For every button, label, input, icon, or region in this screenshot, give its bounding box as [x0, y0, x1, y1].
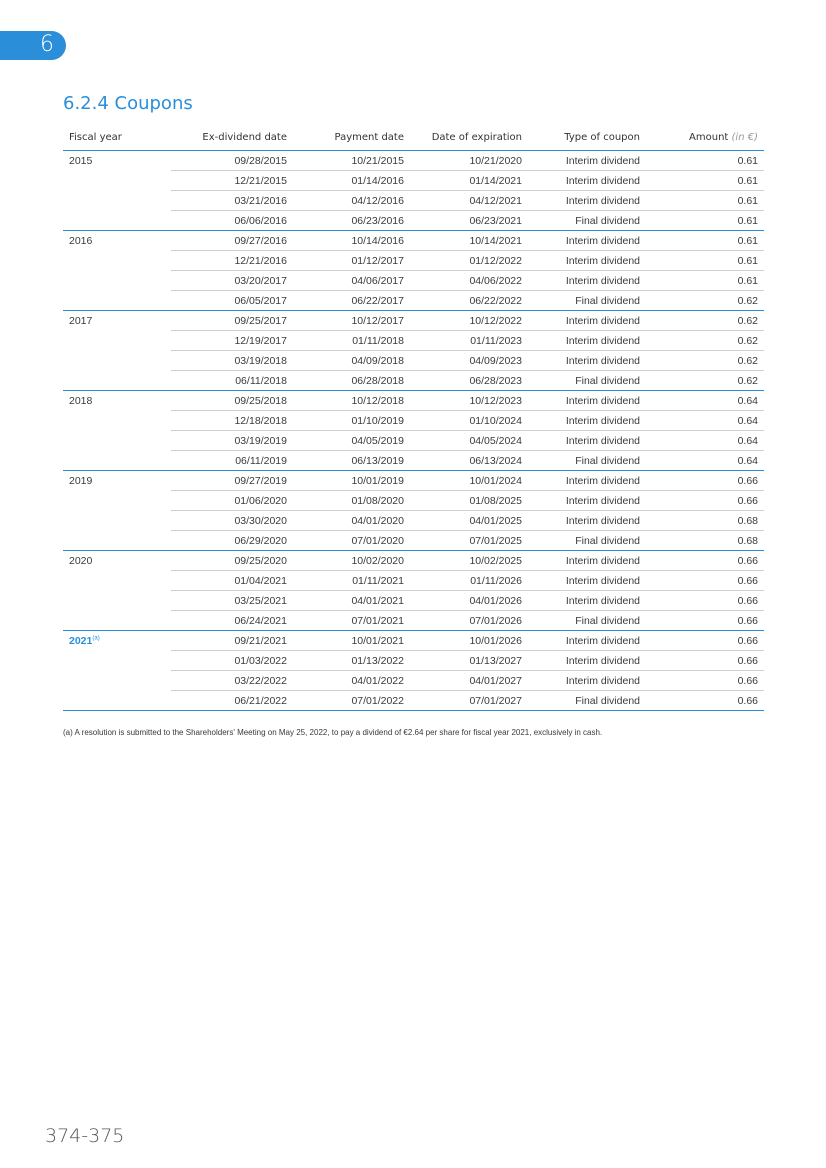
type-of-coupon-cell: Interim dividend	[528, 191, 646, 211]
chapter-tab	[0, 31, 66, 60]
date-of-expiration-cell: 01/08/2025	[410, 491, 528, 511]
date-of-expiration-cell: 01/10/2024	[410, 411, 528, 431]
amount-cell: 0.61	[646, 151, 764, 171]
type-of-coupon-cell: Final dividend	[528, 291, 646, 311]
date-of-expiration-cell: 04/06/2022	[410, 271, 528, 291]
ex-dividend-date-cell: 06/24/2021	[171, 611, 293, 631]
amount-cell: 0.62	[646, 371, 764, 391]
fiscal-year-cell	[63, 431, 171, 451]
footnote-marker: (a)	[92, 635, 100, 642]
fiscal-year: 2020	[69, 554, 93, 567]
ex-dividend-date-cell: 03/19/2019	[171, 431, 293, 451]
table-row	[63, 571, 764, 591]
payment-date-cell: 10/02/2020	[293, 551, 410, 571]
fiscal-year-cell	[63, 551, 171, 571]
table-row	[63, 391, 764, 411]
fiscal-year-cell	[63, 631, 171, 651]
amount-cell: 0.61	[646, 211, 764, 231]
amount-cell: 0.61	[646, 191, 764, 211]
type-of-coupon-cell: Interim dividend	[528, 471, 646, 491]
header-amount-unit: (in €)	[731, 132, 758, 143]
type-of-coupon-cell: Interim dividend	[528, 671, 646, 691]
payment-date-cell: 01/11/2018	[293, 331, 410, 351]
date-of-expiration-cell: 06/13/2024	[410, 451, 528, 471]
date-of-expiration-cell: 10/12/2023	[410, 391, 528, 411]
amount-cell: 0.62	[646, 291, 764, 311]
fiscal-year: 2021	[69, 634, 93, 647]
payment-date-cell: 01/14/2016	[293, 171, 410, 191]
date-of-expiration-cell: 06/22/2022	[410, 291, 528, 311]
ex-dividend-date-cell: 12/21/2015	[171, 171, 293, 191]
fiscal-year-cell	[63, 571, 171, 591]
ex-dividend-date-cell: 01/04/2021	[171, 571, 293, 591]
ex-dividend-date-cell: 09/28/2015	[171, 151, 293, 171]
ex-dividend-date-cell: 06/05/2017	[171, 291, 293, 311]
payment-date-cell: 01/08/2020	[293, 491, 410, 511]
type-of-coupon-cell: Interim dividend	[528, 351, 646, 371]
fiscal-year-cell	[63, 271, 171, 291]
table-row	[63, 611, 764, 631]
type-of-coupon-cell: Interim dividend	[528, 311, 646, 331]
date-of-expiration-cell: 01/12/2022	[410, 251, 528, 271]
ex-dividend-date-cell: 09/27/2019	[171, 471, 293, 491]
date-of-expiration-cell: 01/13/2027	[410, 651, 528, 671]
fiscal-year-cell	[63, 591, 171, 611]
amount-cell: 0.64	[646, 411, 764, 431]
fiscal-year-cell	[63, 491, 171, 511]
amount-cell: 0.66	[646, 651, 764, 671]
amount-cell: 0.66	[646, 471, 764, 491]
payment-date-cell: 10/12/2018	[293, 391, 410, 411]
table-row	[63, 151, 764, 171]
ex-dividend-date-cell: 01/03/2022	[171, 651, 293, 671]
table-row	[63, 331, 764, 351]
ex-dividend-date-cell: 03/30/2020	[171, 511, 293, 531]
amount-cell: 0.66	[646, 611, 764, 631]
ex-dividend-date-cell: 12/21/2016	[171, 251, 293, 271]
amount-cell: 0.62	[646, 331, 764, 351]
payment-date-cell: 04/09/2018	[293, 351, 410, 371]
payment-date-cell: 06/23/2016	[293, 211, 410, 231]
table-row	[63, 251, 764, 271]
amount-cell: 0.62	[646, 351, 764, 371]
table-row	[63, 231, 764, 251]
header-amount	[646, 128, 764, 151]
type-of-coupon-cell: Final dividend	[528, 451, 646, 471]
date-of-expiration-cell: 04/01/2027	[410, 671, 528, 691]
table-row	[63, 471, 764, 491]
table-row	[63, 291, 764, 311]
date-of-expiration-cell: 01/14/2021	[410, 171, 528, 191]
table-row	[63, 691, 764, 711]
date-of-expiration-cell: 06/23/2021	[410, 211, 528, 231]
payment-date-cell: 04/12/2016	[293, 191, 410, 211]
type-of-coupon-cell: Interim dividend	[528, 511, 646, 531]
date-of-expiration-cell: 10/01/2026	[410, 631, 528, 651]
date-of-expiration-cell: 10/02/2025	[410, 551, 528, 571]
amount-cell: 0.61	[646, 251, 764, 271]
date-of-expiration-cell: 01/11/2023	[410, 331, 528, 351]
table-row	[63, 651, 764, 671]
fiscal-year-cell	[63, 231, 171, 251]
ex-dividend-date-cell: 03/21/2016	[171, 191, 293, 211]
type-of-coupon-cell: Interim dividend	[528, 491, 646, 511]
table-row	[63, 591, 764, 611]
ex-dividend-date-cell: 06/29/2020	[171, 531, 293, 551]
type-of-coupon-cell: Interim dividend	[528, 251, 646, 271]
page-number: 374-375	[45, 1125, 125, 1147]
type-of-coupon-cell: Interim dividend	[528, 411, 646, 431]
type-of-coupon-cell: Final dividend	[528, 211, 646, 231]
table-row	[63, 411, 764, 431]
amount-cell: 0.68	[646, 531, 764, 551]
header-ex-dividend-date: Ex-dividend date	[171, 128, 293, 151]
table-row	[63, 191, 764, 211]
footnote: (a) A resolution is submitted to the Shareholders' Meeting on May 25, 2022, to pay a dividend of €2.64 per share for fiscal year 2021, exclusively in cash.	[63, 728, 603, 737]
table-row	[63, 551, 764, 571]
payment-date-cell: 01/10/2019	[293, 411, 410, 431]
amount-cell: 0.66	[646, 491, 764, 511]
fiscal-year-cell	[63, 671, 171, 691]
table-row	[63, 671, 764, 691]
amount-cell: 0.66	[646, 591, 764, 611]
payment-date-cell: 06/28/2018	[293, 371, 410, 391]
date-of-expiration-cell: 04/01/2026	[410, 591, 528, 611]
fiscal-year-cell	[63, 691, 171, 711]
date-of-expiration-cell: 04/05/2024	[410, 431, 528, 451]
fiscal-year-cell	[63, 391, 171, 411]
fiscal-year-cell	[63, 251, 171, 271]
fiscal-year-cell	[63, 411, 171, 431]
payment-date-cell: 10/01/2019	[293, 471, 410, 491]
type-of-coupon-cell: Interim dividend	[528, 551, 646, 571]
fiscal-year-cell	[63, 191, 171, 211]
fiscal-year-cell	[63, 331, 171, 351]
type-of-coupon-cell: Interim dividend	[528, 231, 646, 251]
fiscal-year-cell	[63, 611, 171, 631]
fiscal-year: 2016	[69, 234, 93, 247]
ex-dividend-date-cell: 03/22/2022	[171, 671, 293, 691]
fiscal-year-cell	[63, 291, 171, 311]
payment-date-cell: 04/01/2020	[293, 511, 410, 531]
amount-cell: 0.66	[646, 551, 764, 571]
fiscal-year-cell	[63, 651, 171, 671]
date-of-expiration-cell: 10/01/2024	[410, 471, 528, 491]
fiscal-year: 2019	[69, 474, 93, 487]
amount-cell: 0.66	[646, 671, 764, 691]
type-of-coupon-cell: Interim dividend	[528, 391, 646, 411]
ex-dividend-date-cell: 03/25/2021	[171, 591, 293, 611]
section-title: 6.2.4 Coupons	[63, 93, 193, 114]
table-row	[63, 211, 764, 231]
payment-date-cell: 10/01/2021	[293, 631, 410, 651]
type-of-coupon-cell: Interim dividend	[528, 331, 646, 351]
fiscal-year-cell	[63, 531, 171, 551]
fiscal-year-cell	[63, 311, 171, 331]
payment-date-cell: 01/13/2022	[293, 651, 410, 671]
fiscal-year: 2017	[69, 314, 93, 327]
payment-date-cell: 01/12/2017	[293, 251, 410, 271]
table-row	[63, 271, 764, 291]
amount-cell: 0.66	[646, 691, 764, 711]
ex-dividend-date-cell: 01/06/2020	[171, 491, 293, 511]
payment-date-cell: 06/13/2019	[293, 451, 410, 471]
ex-dividend-date-cell: 12/18/2018	[171, 411, 293, 431]
date-of-expiration-cell: 04/09/2023	[410, 351, 528, 371]
chapter-number: 6	[40, 32, 54, 57]
type-of-coupon-cell: Final dividend	[528, 611, 646, 631]
ex-dividend-date-cell: 09/25/2018	[171, 391, 293, 411]
ex-dividend-date-cell: 06/11/2019	[171, 451, 293, 471]
amount-cell: 0.68	[646, 511, 764, 531]
ex-dividend-date-cell: 12/19/2017	[171, 331, 293, 351]
header-payment-date: Payment date	[293, 128, 410, 151]
type-of-coupon-cell: Interim dividend	[528, 651, 646, 671]
ex-dividend-date-cell: 09/25/2020	[171, 551, 293, 571]
table-row	[63, 351, 764, 371]
payment-date-cell: 04/06/2017	[293, 271, 410, 291]
table-header-row	[63, 128, 764, 151]
type-of-coupon-cell: Interim dividend	[528, 171, 646, 191]
fiscal-year-cell	[63, 171, 171, 191]
type-of-coupon-cell: Final dividend	[528, 691, 646, 711]
amount-cell: 0.66	[646, 571, 764, 591]
fiscal-year-cell	[63, 211, 171, 231]
type-of-coupon-cell: Interim dividend	[528, 151, 646, 171]
payment-date-cell: 06/22/2017	[293, 291, 410, 311]
amount-cell: 0.61	[646, 171, 764, 191]
fiscal-year-cell	[63, 471, 171, 491]
type-of-coupon-cell: Interim dividend	[528, 571, 646, 591]
type-of-coupon-cell: Interim dividend	[528, 431, 646, 451]
amount-cell: 0.61	[646, 271, 764, 291]
ex-dividend-date-cell: 06/21/2022	[171, 691, 293, 711]
fiscal-year: 2015	[69, 154, 93, 167]
type-of-coupon-cell: Final dividend	[528, 371, 646, 391]
ex-dividend-date-cell: 06/11/2018	[171, 371, 293, 391]
payment-date-cell: 07/01/2021	[293, 611, 410, 631]
table-row	[63, 631, 764, 651]
ex-dividend-date-cell: 03/19/2018	[171, 351, 293, 371]
date-of-expiration-cell: 04/01/2025	[410, 511, 528, 531]
payment-date-cell: 04/01/2021	[293, 591, 410, 611]
type-of-coupon-cell: Final dividend	[528, 531, 646, 551]
amount-cell: 0.64	[646, 391, 764, 411]
payment-date-cell: 07/01/2020	[293, 531, 410, 551]
header-fiscal-year: Fiscal year	[63, 128, 171, 151]
table-row	[63, 451, 764, 471]
date-of-expiration-cell: 07/01/2025	[410, 531, 528, 551]
date-of-expiration-cell: 01/11/2026	[410, 571, 528, 591]
table-row	[63, 311, 764, 331]
table-row	[63, 171, 764, 191]
type-of-coupon-cell: Interim dividend	[528, 271, 646, 291]
table-row	[63, 511, 764, 531]
fiscal-year-cell	[63, 371, 171, 391]
table-row	[63, 491, 764, 511]
table-row	[63, 431, 764, 451]
payment-date-cell: 01/11/2021	[293, 571, 410, 591]
table-body	[63, 151, 764, 711]
fiscal-year-cell	[63, 451, 171, 471]
ex-dividend-date-cell: 06/06/2016	[171, 211, 293, 231]
amount-cell: 0.64	[646, 451, 764, 471]
date-of-expiration-cell: 10/21/2020	[410, 151, 528, 171]
payment-date-cell: 10/12/2017	[293, 311, 410, 331]
amount-cell: 0.64	[646, 431, 764, 451]
fiscal-year-cell	[63, 351, 171, 371]
date-of-expiration-cell: 10/14/2021	[410, 231, 528, 251]
header-amount-label: Amount	[689, 132, 729, 143]
type-of-coupon-cell: Interim dividend	[528, 631, 646, 651]
header-type-of-coupon: Type of coupon	[528, 128, 646, 151]
coupons-table	[63, 128, 764, 711]
payment-date-cell: 10/21/2015	[293, 151, 410, 171]
fiscal-year-cell	[63, 511, 171, 531]
date-of-expiration-cell: 10/12/2022	[410, 311, 528, 331]
payment-date-cell: 04/01/2022	[293, 671, 410, 691]
ex-dividend-date-cell: 03/20/2017	[171, 271, 293, 291]
type-of-coupon-cell: Interim dividend	[528, 591, 646, 611]
ex-dividend-date-cell: 09/21/2021	[171, 631, 293, 651]
table-row	[63, 371, 764, 391]
payment-date-cell: 10/14/2016	[293, 231, 410, 251]
ex-dividend-date-cell: 09/27/2016	[171, 231, 293, 251]
date-of-expiration-cell: 04/12/2021	[410, 191, 528, 211]
table-row	[63, 531, 764, 551]
payment-date-cell: 07/01/2022	[293, 691, 410, 711]
date-of-expiration-cell: 07/01/2026	[410, 611, 528, 631]
amount-cell: 0.62	[646, 311, 764, 331]
date-of-expiration-cell: 07/01/2027	[410, 691, 528, 711]
date-of-expiration-cell: 06/28/2023	[410, 371, 528, 391]
amount-cell: 0.66	[646, 631, 764, 651]
header-date-of-expiration: Date of expiration	[410, 128, 528, 151]
ex-dividend-date-cell: 09/25/2017	[171, 311, 293, 331]
fiscal-year-cell	[63, 151, 171, 171]
amount-cell: 0.61	[646, 231, 764, 251]
fiscal-year: 2018	[69, 394, 93, 407]
payment-date-cell: 04/05/2019	[293, 431, 410, 451]
